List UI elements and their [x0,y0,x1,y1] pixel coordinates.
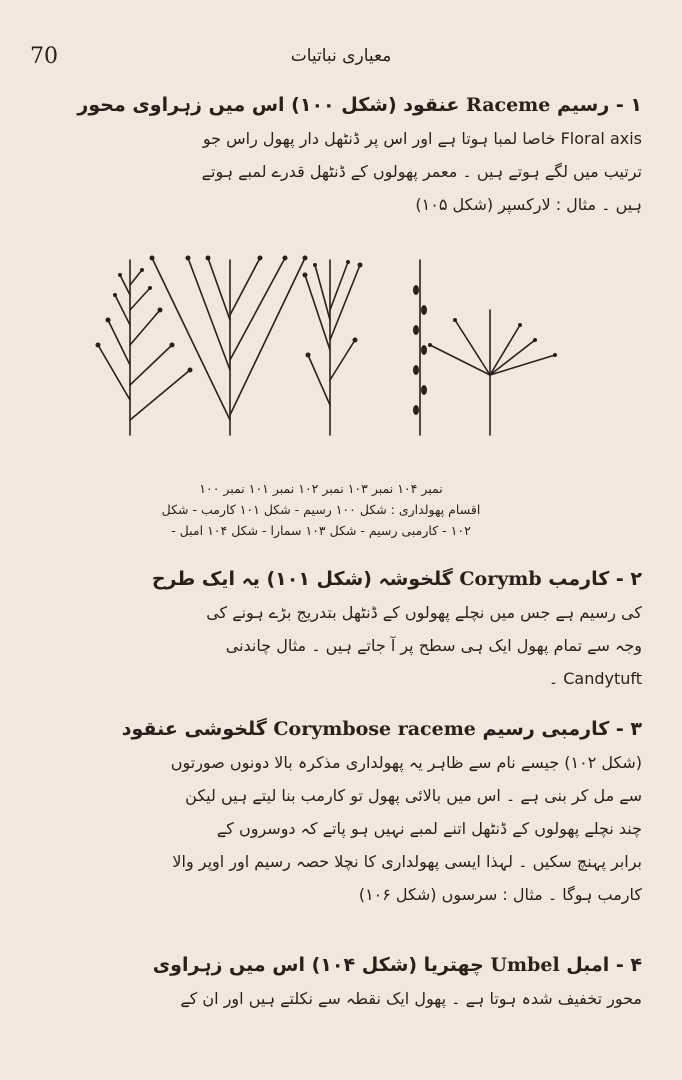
latin-term: Raceme [465,94,551,116]
latin-term: Corymbose raceme [273,718,476,740]
corymb-drawing [152,258,305,435]
page-number: 70 [30,44,58,69]
figure-caption-line: اقسام پھولداری : شکل ۱۰۰ رسیم - شکل ۱۰۱ کارمب - شکل [161,502,481,517]
figure-numbers: نمبر ۱۰۴ نمبر ۱۰۳ نمبر ۱۰۲ نمبر ۱۰۱ نمبر ۱۰۰ [199,481,443,496]
section-corymbose-raceme [22,712,642,911]
inflorescence-figure [80,250,580,440]
body-line: برابر پہنچ سکیں ۔ لہذا ایسی پھولداری کا نچلا حصہ رسیم اور اوپر والا [172,852,642,871]
section-heading: ۴ - امبل Umbel چھتریا (شکل ۱۰۴) اس میں زہراوی [152,954,642,976]
section-umbel [22,948,642,1015]
body-line: چند نچلے پھولوں کے ڈنٹھل اتنے لمبے نہیں ہو پاتے کہ دوسروں کے [216,819,642,838]
section-heading: ۲ - کارمب Corymb گلخوشہ (شکل ۱۰۱) یہ ایک طرح [151,568,642,590]
body-line: کارمب ہوگا ۔ مثال : سرسوں (شکل ۱۰۶) [358,885,642,904]
umbel-drawing [430,310,555,435]
section-heading: ۱ - رسیم Raceme عنقود (شکل ۱۰۰) اس میں زہراوی محور [77,94,642,116]
body-line: سے مل کر بنی ہے ۔ اس میں بالائی پھول تو کارمب بنا لیتے ہیں لیکن [185,786,642,805]
body-line: محور تخفیف شدہ ہوتا ہے ۔ پھول ایک نقطہ سے نکلتے ہیں اور ان کے [180,989,642,1008]
latin-term: Corymb [459,568,542,590]
section-raceme [22,88,642,221]
raceme-drawing [98,260,190,435]
body-line: Candytuft ۔ [548,669,642,688]
figure-caption-line: ۱۰۲ - کارمبی رسیم - شکل ۱۰۳ سمارا - شکل ۱۰۴ امبل - [171,523,471,538]
section-corymb [22,562,642,695]
body-line: ترتیب میں لگے ہوتے ہیں ۔ معمر پھولوں کے ڈنٹھل قدرے لمبے ہوتے [201,162,642,181]
figure-labels [60,478,582,541]
running-title: معیاری نباتیات [290,46,392,66]
body-line: ہیں ۔ مثال : لارکسپر (شکل ۱۰۵) [415,195,642,214]
section-heading: ۳ - کارمبی رسیم Corymbose raceme گلخوشی عنقود [121,718,642,740]
body-line: Floral axis خاصا لمبا ہوتا ہے اور اس پر ڈنٹھل دار پھول راس جو [202,129,642,148]
body-line: (شکل ۱۰۲) جیسے نام سے ظاہر یہ پھولداری مذکرہ بالا دونوں صورتوں [170,753,642,772]
corymbose-raceme-drawing [305,260,360,435]
body-line: کی رسیم ہے جس میں نچلے پھولوں کے ڈنٹھل بتدریج بڑے ہونے کی [206,603,642,622]
latin-term: Umbel [490,954,560,976]
body-line: وجہ سے تمام پھول ایک ہی سطح پر آ جاتے ہیں ۔ مثال چاندنی [225,636,642,655]
